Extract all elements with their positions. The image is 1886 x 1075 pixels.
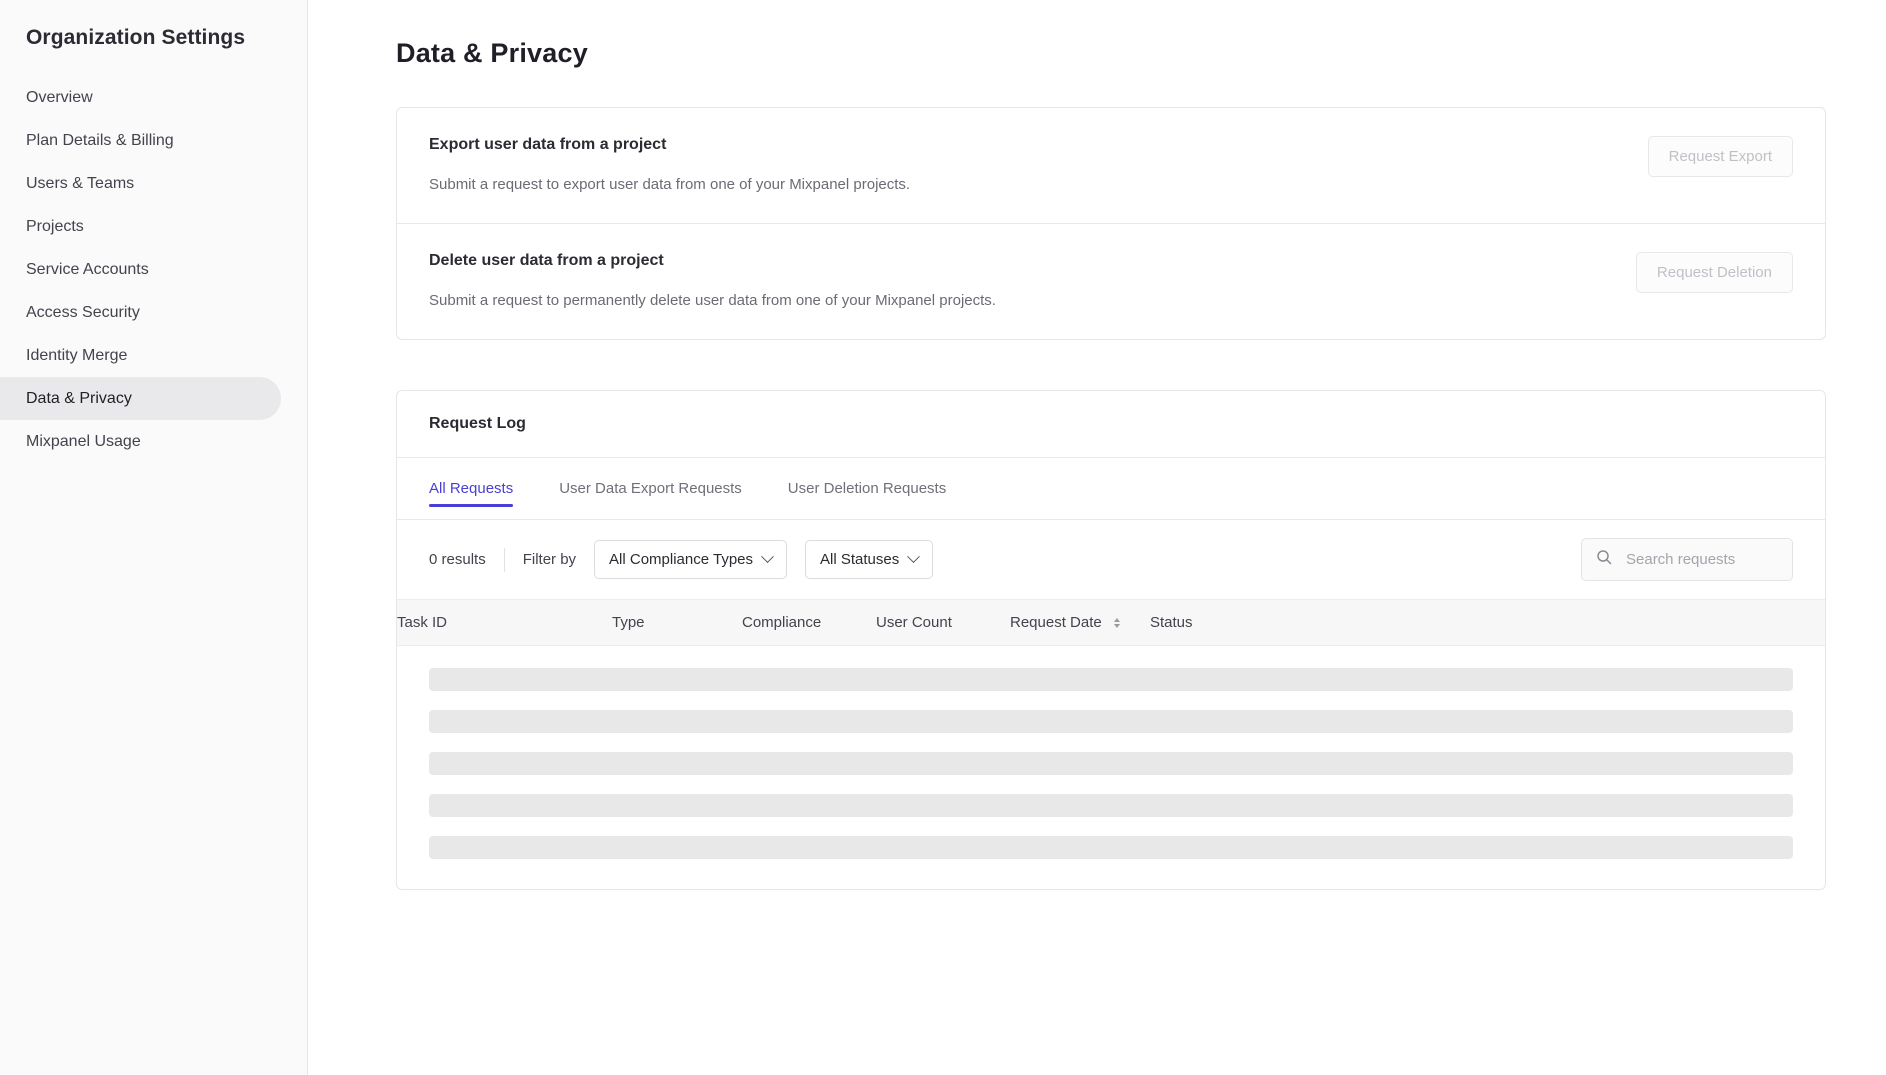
table-header-row (397, 600, 1825, 646)
sidebar (0, 0, 308, 1075)
sidebar-nav (0, 76, 307, 463)
tab-label: All Requests (429, 480, 514, 497)
export-user-data-text (429, 136, 910, 193)
export-user-data-description: Submit a request to export user data from one of your Mixpanel projects. (429, 176, 911, 193)
sidebar-item-plan-details-billing[interactable] (0, 119, 281, 162)
column-label: Task ID (397, 614, 448, 631)
sidebar-item-service-accounts[interactable] (0, 248, 281, 291)
column-header-user-count[interactable] (876, 600, 1010, 646)
sidebar-item-label: Users & Teams (26, 174, 135, 192)
column-label: Type (612, 614, 645, 631)
delete-user-data-title: Delete user data from a project (429, 252, 664, 269)
table-row (429, 710, 1793, 733)
column-label: Compliance (742, 614, 822, 631)
sidebar-item-label: Identity Merge (26, 346, 128, 364)
request-log-title: Request Log (397, 391, 1825, 458)
column-header-status[interactable] (1150, 600, 1825, 646)
compliance-type-select[interactable] (594, 540, 787, 579)
export-user-data-title: Export user data from a project (429, 136, 667, 153)
filter-bar (397, 520, 1825, 599)
table-row (429, 752, 1793, 775)
column-label: Request Date (1010, 614, 1102, 631)
requests-table (397, 599, 1825, 646)
sidebar-item-label: Overview (26, 88, 93, 106)
request-log-tabs (397, 458, 1825, 520)
sidebar-item-label: Access Security (26, 303, 140, 321)
search-requests-box[interactable] (1581, 538, 1793, 581)
column-label: User Count (876, 614, 952, 631)
sidebar-item-mixpanel-usage[interactable] (0, 420, 281, 463)
sidebar-item-users-teams[interactable] (0, 162, 281, 205)
chevron-down-icon (907, 550, 920, 563)
requests-table-head (397, 600, 1825, 646)
sidebar-item-data-privacy[interactable] (0, 377, 281, 420)
request-deletion-button[interactable]: Request Deletion (1636, 252, 1793, 293)
request-log-card (396, 390, 1826, 890)
column-header-request-date[interactable] (1010, 600, 1150, 646)
tab-all-requests[interactable] (429, 458, 513, 519)
table-row (429, 836, 1793, 859)
sidebar-item-label: Service Accounts (26, 260, 149, 278)
sidebar-item-identity-merge[interactable] (0, 334, 281, 377)
table-row (429, 668, 1793, 691)
column-header-compliance[interactable] (742, 600, 876, 646)
sidebar-item-label: Mixpanel Usage (26, 432, 141, 450)
filter-by-label: Filter by (522, 551, 577, 568)
sidebar-item-label: Plan Details & Billing (26, 131, 174, 149)
delete-user-data-text (429, 252, 996, 309)
delete-user-data-description: Submit a request to permanently delete user data from one of your Mixpanel projects. (429, 292, 996, 309)
sort-arrows-icon[interactable] (1112, 616, 1122, 630)
compliance-type-value: All Compliance Types (609, 551, 754, 568)
page-title: Data & Privacy (396, 38, 588, 68)
tab-label: User Data Export Requests (559, 480, 742, 497)
search-icon (1596, 549, 1612, 570)
sidebar-item-access-security[interactable] (0, 291, 281, 334)
delete-user-data-row (397, 223, 1825, 339)
tab-user-deletion-requests[interactable] (788, 458, 946, 519)
results-count: 0 results (429, 548, 505, 572)
table-loading-placeholder (397, 646, 1825, 889)
column-header-task-id[interactable] (397, 600, 612, 646)
tab-label: User Deletion Requests (787, 480, 947, 497)
request-export-button[interactable]: Request Export (1648, 136, 1793, 177)
status-value: All Statuses (820, 551, 900, 568)
tab-user-data-export-requests[interactable] (559, 458, 742, 519)
chevron-down-icon (761, 550, 774, 563)
sidebar-title: Organization Settings (26, 26, 246, 49)
sidebar-item-overview[interactable] (0, 76, 281, 119)
status-select[interactable] (805, 540, 933, 579)
main-content (308, 0, 1886, 1075)
sidebar-item-projects[interactable] (0, 205, 281, 248)
column-header-type[interactable] (612, 600, 742, 646)
column-label: Status (1150, 614, 1193, 631)
table-row (429, 794, 1793, 817)
export-user-data-row (397, 108, 1825, 223)
data-requests-card (396, 107, 1826, 340)
sidebar-item-label: Data & Privacy (26, 389, 132, 407)
sidebar-item-label: Projects (26, 217, 84, 235)
search-input[interactable] (1624, 550, 1778, 569)
